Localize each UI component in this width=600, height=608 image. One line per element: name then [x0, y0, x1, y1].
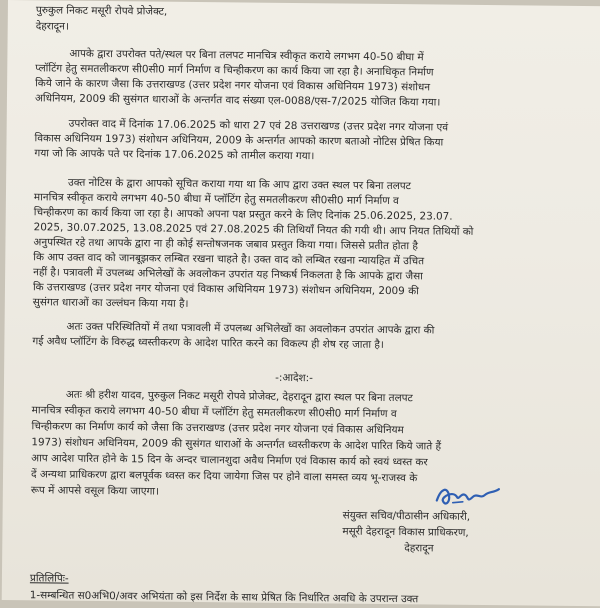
para1-line: प्लॉटिंग हेतु समतलीकरण सी0सी0 मार्ग निर्माण व चिन्हीकरण का कार्य किया जा रहा है। अनाधिकृत निर्माण: [35, 62, 434, 79]
para3-line: कि आप उक्त वाद को जानबूझकर लम्बित रखना चाहते है। उक्त वाद को लम्बित रखना न्यायहित में उचित: [33, 251, 425, 268]
para3-line: कि उत्तराखण्ड (उत्तर प्रदेश नगर योजना एवं विकास अधिनियम 1973) संशोधन अधिनियम, 2009 की: [32, 281, 419, 298]
order-line: आप आदेश पारित होने के 15 दिन के अन्दर चालानशुदा अवैध निर्माण एवं विकास कार्य को स्वयं ध्वस्त कर: [31, 452, 428, 469]
signature-stroke: [437, 489, 499, 505]
para3-line: नहीं है। पत्रावली में उपलब्ध अभिलेखों के अवलोकन उपरांत यह निष्कर्ष निकलता है कि आपके द्वारा जैसा: [33, 266, 423, 283]
signature-block: [342, 508, 582, 559]
para2-line: विकास अधिनियम 1973) संशोधन अधिनियम, 2009 के अन्तर्गत आपको कारण बताओ नोटिस प्रेषित किया: [34, 132, 444, 149]
para2-line: गया जो कि आपके पते पर दिनांक 17.06.2025 को तामील कराया गया।: [34, 147, 315, 163]
order-line: 1973) संशोधन अधिनियम, 2009 की सुसंगत धाराओं के अन्तर्गत ध्वस्तीकरण के आदेश पारित किये जाते हैं: [31, 436, 442, 453]
copy-line: 1-सम्बन्धित स0अभि0/अवर अभियंता को इस निर्देश के साथ प्रेषित कि निर्धारित अवधि के उपरान्त उक्त: [29, 589, 419, 606]
para3-line: अनुपस्थित रहे तथा आपके द्वारा ना ही कोई सन्तोषजनक जबाव प्रस्तुत किया गया। जिससे प्रतीत होता है: [33, 236, 418, 253]
para3-line: सुसंगत धाराओं का उल्लंघन किया गया है।: [32, 296, 189, 310]
signatory-city: देहरादून: [404, 542, 434, 555]
para4-line: अतः उक्त परिस्थितियों में तथा पत्रावली में उपलब्ध अभिलेखों का अवलोकन उपरांत आपके द्वारा की: [66, 320, 435, 337]
para1-line: अधिनियम, 2009 की सुसंगत धाराओं के अन्तर्गत वाद संख्या एल-0088/एस-7/2025 योजित किया गया।: [34, 92, 441, 109]
address-line-2: देहरादून।: [35, 20, 69, 33]
signatory-designation: संयुक्त सचिव/पीठासीन अधिकारी,: [342, 509, 471, 523]
para3-line: 2025, 30.07.2025, 13.08.2025 एवं 27.08.2025 की तिथियाँ नियत की गयी थी। आप नियत तिथियों को: [33, 221, 474, 238]
para4-line: गई अवैध प्लॉटिंग के विरुद्ध ध्वस्तीकरण के आदेश पारित करने का विकल्प ही शेष रह जाता है।: [32, 335, 384, 351]
signature-stroke: [453, 502, 463, 503]
order-heading: -:आदेश:-: [275, 371, 313, 385]
order-line: चिन्हीकरण का निर्माण कार्य को जैसा कि उत्तराखण्ड (उत्तर प्रदेश नगर योजना एवं विकास अधिनियम: [31, 420, 404, 437]
order-line: दें अन्यथा प्राधिकरण द्वारा बलपूर्वक ध्वस्त कर दिया जायेगा जिस पर होने वाला समस्त व्यय भू-राजस्व के: [30, 468, 418, 485]
signatory-authority: मसूरी देहरादून विकास प्राधिकरण,: [342, 525, 469, 539]
para3-line: उक्त नोटिस के द्वारा आपको सूचित कराया गया था कि आप द्वारा उक्त स्थल पर बिना तलपट: [68, 176, 411, 193]
document-page: [2, 0, 600, 606]
order-line: अतः श्री हरीश यादव, पुरुकुल निकट मसूरी रोपवे प्रोजेक्ट, देहरादून द्वारा स्थल पर बिना तलपट: [65, 388, 413, 405]
address-line-1: पुरुकुल निकट मसूरी रोपवे प्रोजेक्ट,: [35, 4, 168, 18]
para2-line: उपरोक्त वाद में दिनांक 17.06.2025 को धारा 27 एवं 28 उत्तराखण्ड (उत्तर प्रदेश नगर योजना एवं: [68, 117, 449, 134]
handwritten-signature: [433, 482, 503, 511]
order-line: रूप में आपसे वसूल किया जाएगा।: [30, 484, 160, 498]
para1-line: किये जाने के कारण जैसा कि उत्तराखण्ड (उत्तर प्रदेश नगर योजना एवं विकास अधिनियम 1973) संशोधन: [35, 77, 431, 94]
para1-line: आपके द्वारा उपरोक्त पते/स्थल पर बिना तलपट मानचित्र स्वीकृत कराये लगभग 40-50 बीघा में: [69, 47, 424, 64]
para3-line: चिन्हीकरण का कार्य किया जा रहा है। आपको अपना पक्ष प्रस्तुत करने के लिए दिनांक 25.06.2025, 23.07.: [33, 206, 453, 223]
para3-line: मानचित्र स्वीकृत कराये लगभग 40-50 बीघा में प्लॉटिंग हेतु समतलीकरण सी0सी0 मार्ग निर्माण व: [33, 191, 399, 208]
copy-label: प्रतिलिपिः-: [29, 572, 69, 585]
order-line: मानचित्र स्वीकृत कराये लगभग 40-50 बीघा में प्लॉटिंग हेतु समतलीकरण सी0सी0 मार्ग निर्माण व: [31, 404, 397, 421]
